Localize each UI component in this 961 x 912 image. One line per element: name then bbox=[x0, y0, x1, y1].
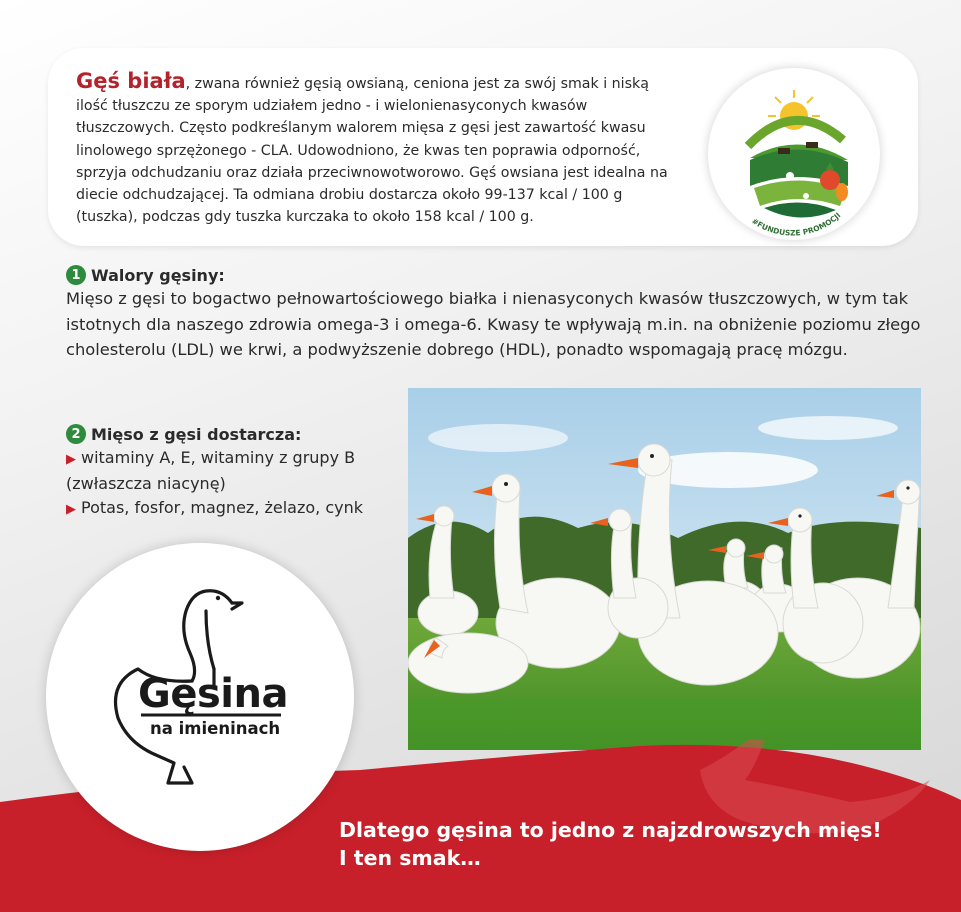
number-badge: 1 bbox=[66, 265, 86, 285]
section-walory-heading bbox=[66, 265, 926, 285]
promo-badge-text: #FUNDUSZE PROMOCJI bbox=[750, 210, 843, 238]
section-walory bbox=[66, 265, 926, 363]
section-walory-title: Walory gęsiny: bbox=[91, 265, 225, 285]
promo-badge bbox=[708, 68, 880, 240]
section-dostarcza bbox=[66, 424, 396, 522]
intro-paragraph bbox=[76, 70, 676, 228]
section-dostarcza-title: Mięso z gęsi dostarcza: bbox=[91, 424, 302, 444]
footer-line-1: Dlatego gęsina to jedno z najzdrowszych mięs! bbox=[339, 818, 882, 842]
nutrient-item: ▶ witaminy A, E, witaminy z grupy B bbox=[66, 448, 356, 467]
number-badge: 2 bbox=[66, 424, 86, 444]
nutrient-item-continuation: (zwłaszcza niacynę) bbox=[66, 474, 226, 493]
footer-line-2: I ten smak… bbox=[339, 846, 481, 870]
intro-title: Gęś biała bbox=[76, 69, 186, 93]
arrow-bullet-icon: ▶ bbox=[66, 502, 76, 517]
intro-body: , zwana również gęsią owsianą, ceniona jest za swój smak i niską ilość tłuszczu ze sporym udziałem jedno - i wielonienasyconych kwasów tłuszczowych. Często podkreślanym walorem mięsa z gęsi jest zawartość kwasu linolowego sprzężonego - CLA. Udowodniono, że kwas ten poprawia odporność, sprzyja odchudzaniu oraz działa przeciwnowotworowo. Gęś owsiana jest idealna na diecie odchudzającej. Ta odmiana drobiu dostarcza około 99-137 kcal / 100 g (tuszka), podczas gdy tuszka kurczaka to około 158 kcal / 100 g. bbox=[76, 76, 668, 226]
logo-title: Gęsina bbox=[138, 671, 288, 717]
logo-subtitle: na imieninach bbox=[150, 719, 281, 738]
nutrient-item: ▶ Potas, fosfor, magnez, żelazo, cynk bbox=[66, 498, 364, 517]
section-dostarcza-heading bbox=[66, 424, 396, 444]
geese-photo bbox=[408, 388, 921, 750]
promo-landscape-icon bbox=[708, 68, 880, 240]
section-walory-body: Mięso z gęsi to bogactwo pełnowartościowego białka i nienasyconych kwasów tłuszczowych, w tym tak istotnych dla naszego zdrowia omega-3 i omega-6. Kwasy te wpływają m.in. na obniżenie poziomu złego cholesterolu (LDL) we krwi, a podwyższenie dobrego (HDL), ponadto wspomagają pracę mózgu. bbox=[66, 289, 921, 359]
arrow-bullet-icon: ▶ bbox=[66, 452, 76, 467]
gesina-logo bbox=[46, 543, 354, 851]
intro-card bbox=[48, 48, 918, 246]
footer-slogan bbox=[339, 816, 882, 872]
